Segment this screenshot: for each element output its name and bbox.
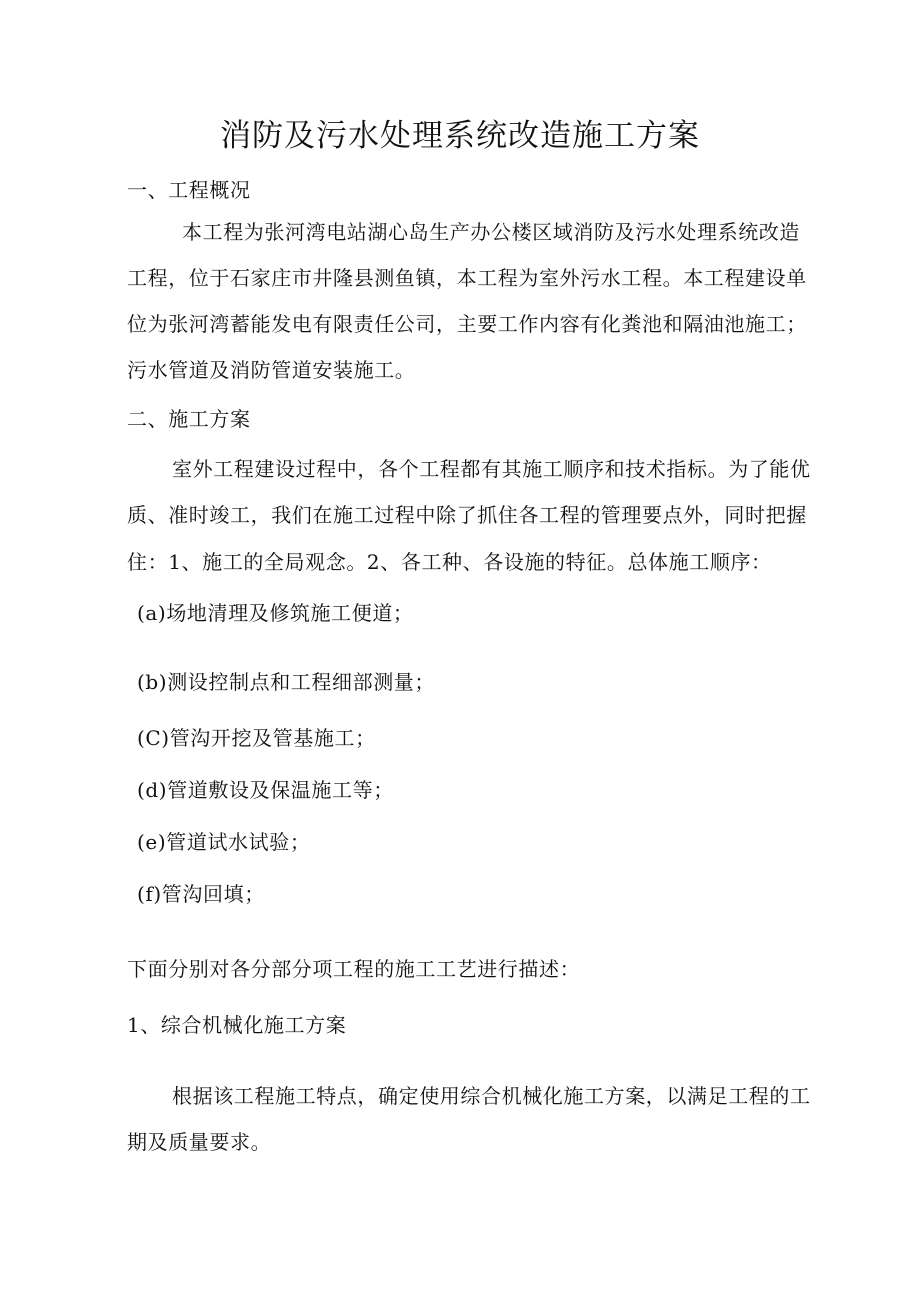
mechanized-line-1: 根据该工程施工特点，确定使用综合机械化施工方案，以满足工程的工: [172, 1084, 811, 1108]
step-d: (d)管道敷设及保温施工等；: [137, 778, 394, 802]
plan-line-3: 住：1、施工的全局观念。2、各工种、各设施的特征。总体施工顺序：: [127, 550, 772, 574]
step-e: (e)管道试水试验；: [137, 830, 311, 854]
step-b: (b)测设控制点和工程细部测量；: [137, 670, 436, 694]
overview-line-1: 本工程为张河湾电站湖心岛生产办公楼区域消防及污水处理系统改造: [182, 220, 800, 244]
overview-line-4: 污水管道及消防管道安装施工。: [127, 358, 416, 382]
document-title: 消防及污水处理系统改造施工方案: [220, 118, 700, 154]
subsection-heading-mechanized: 1、综合机械化施工方案: [127, 1013, 347, 1037]
section-heading-overview: 一、工程概况: [127, 178, 251, 202]
plan-line-1: 室外工程建设过程中，各个工程都有其施工顺序和技术指标。为了能优: [172, 457, 811, 481]
step-a: (a)场地清理及修筑施工便道；: [137, 601, 414, 625]
step-c: (C)管沟开挖及管基施工；: [137, 726, 376, 750]
plan-line-2: 质、准时竣工，我们在施工过程中除了抓住各工程的管理要点外，同时把握: [127, 503, 807, 527]
mechanized-line-2: 期及质量要求。: [127, 1130, 272, 1154]
overview-line-3: 位为张河湾蓄能发电有限责任公司，主要工作内容有化粪池和隔油池施工；: [127, 312, 807, 336]
overview-line-2: 工程，位于石家庄市井隆县测鱼镇，本工程为室外污水工程。本工程建设单: [127, 266, 807, 290]
process-summary: 下面分别对各分部分项工程的施工工艺进行描述：: [127, 957, 581, 981]
section-heading-plan: 二、施工方案: [127, 407, 251, 431]
step-f: (f)管沟回填；: [137, 882, 265, 906]
